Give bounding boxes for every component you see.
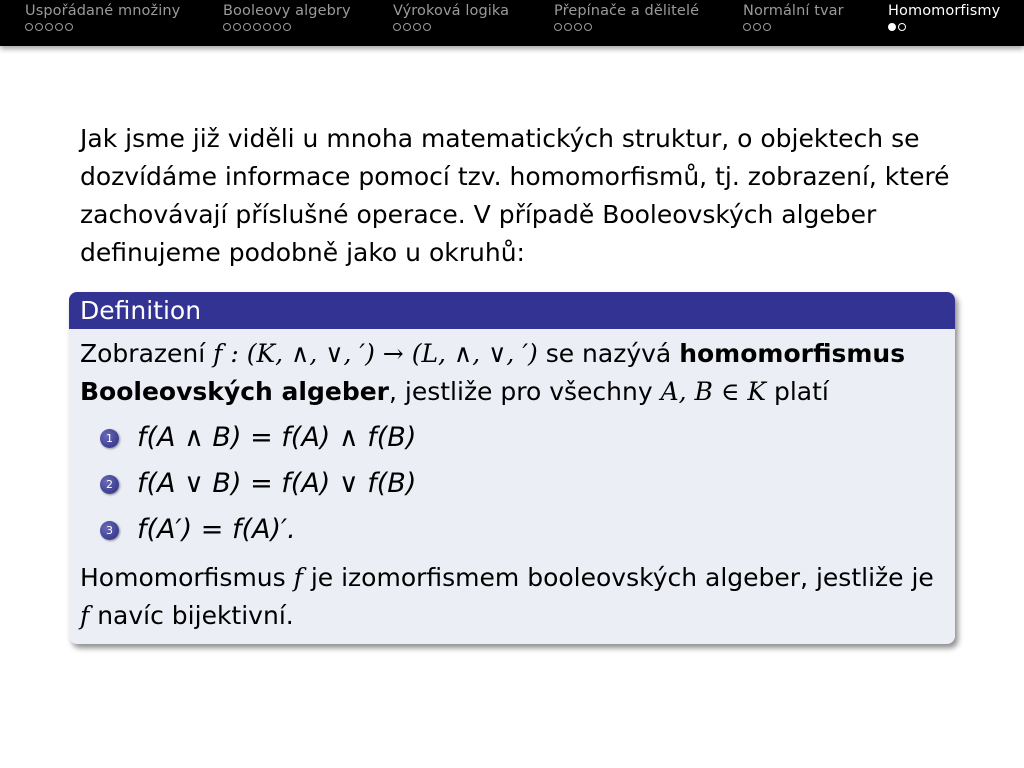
nav-section-label[interactable]: Booleovy algebry: [223, 3, 351, 19]
condition-formula: f(A ∨ B) = f(A) ∨ f(B): [137, 468, 417, 499]
slide-dot[interactable]: [55, 23, 63, 31]
slide-dot[interactable]: [574, 23, 582, 31]
tail-text: Homomorfismus: [80, 563, 294, 592]
slide-dot[interactable]: [413, 23, 421, 31]
item-number-badge: 2: [100, 475, 119, 494]
slide-dot[interactable]: [273, 23, 281, 31]
slide-dot[interactable]: [888, 23, 896, 31]
slide-dot[interactable]: [253, 23, 261, 31]
quantifier-formula: A, B ∈ K: [660, 377, 767, 406]
nav-section-homomorfismy[interactable]: [888, 3, 1000, 32]
slide-dot[interactable]: [743, 23, 751, 31]
nav-slide-dots: [223, 22, 351, 32]
nav-section-label[interactable]: Výroková logika: [393, 3, 510, 19]
slide-dot[interactable]: [898, 23, 906, 31]
slide-dot[interactable]: [403, 23, 411, 31]
function-symbol: f: [293, 563, 303, 592]
slide-dot[interactable]: [25, 23, 33, 31]
function-symbol: f: [80, 601, 90, 630]
condition-item: [80, 415, 944, 461]
nav-section-label[interactable]: Normální tvar: [743, 3, 844, 19]
nav-section-label[interactable]: Uspořádané množiny: [25, 3, 181, 19]
slide-dot[interactable]: [45, 23, 53, 31]
definition-title: Definition: [69, 292, 955, 329]
nav-slide-dots: [393, 22, 509, 32]
condition-formula: f(A′) = f(A)′.: [137, 514, 296, 545]
nav-section-prepinace-a-delitele[interactable]: [554, 3, 699, 32]
navigation-bar: [0, 0, 1024, 46]
nav-slide-dots: [25, 22, 180, 32]
nav-section-booleovy-algebry[interactable]: [223, 3, 351, 32]
tail-text: navíc bijektivní.: [89, 601, 294, 630]
nav-section-usporadane-mnoziny[interactable]: [25, 3, 180, 32]
slide-dot[interactable]: [35, 23, 43, 31]
slide-dot[interactable]: [263, 23, 271, 31]
slide-dot[interactable]: [233, 23, 241, 31]
item-number-badge: 1: [100, 429, 119, 448]
slide-dot[interactable]: [223, 23, 231, 31]
nav-section-label[interactable]: Homomorfismy: [888, 3, 1001, 19]
slide-dot[interactable]: [584, 23, 592, 31]
slide-dot[interactable]: [283, 23, 291, 31]
slide-dot[interactable]: [564, 23, 572, 31]
lead-text: se nazývá: [537, 339, 680, 368]
slide-dot[interactable]: [753, 23, 761, 31]
definition-body: [69, 329, 955, 635]
slide-dot[interactable]: [554, 23, 562, 31]
definition-lead: [80, 335, 944, 411]
mapping-formula: f : (K, ∧, ∨, ′) → (L, ∧, ∨, ′): [213, 339, 538, 368]
lead-text: , jestliže pro všechny: [389, 377, 661, 406]
nav-section-vyrokova-logika[interactable]: [393, 3, 509, 32]
nav-slide-dots: [554, 22, 699, 32]
slide-dot[interactable]: [423, 23, 431, 31]
definition-tail: [80, 559, 944, 635]
item-number-badge: 3: [100, 521, 119, 540]
condition-list: [80, 415, 944, 553]
lead-text: platí: [766, 377, 829, 406]
nav-slide-dots: [888, 22, 1000, 32]
nav-section-label[interactable]: Přepínače a dělitelé: [554, 3, 700, 19]
slide-dot[interactable]: [243, 23, 251, 31]
slide-dot[interactable]: [393, 23, 401, 31]
slide-dot[interactable]: [65, 23, 73, 31]
condition-item: [80, 461, 944, 507]
definition-block: [69, 292, 955, 644]
tail-text: je izomorfismem booleovských algeber, jestliže je: [302, 563, 934, 592]
lead-text: Zobrazení: [80, 339, 214, 368]
slide-dot[interactable]: [763, 23, 771, 31]
condition-formula: f(A ∧ B) = f(A) ∧ f(B): [137, 422, 417, 453]
condition-item: [80, 507, 944, 553]
nav-section-normalni-tvar[interactable]: [743, 3, 844, 32]
nav-slide-dots: [743, 22, 844, 32]
intro-paragraph: Jak jsme již viděli u mnoha matematických struktur, o objektech se dozvídáme informace pomocí tzv. homomorfismů, tj. zobrazení, které zachovávají příslušné operace. V případě Booleovských algeber definujeme podobně jako u okruhů:: [80, 124, 950, 267]
defined-term: homomorfismus Booleovských algeber: [80, 339, 906, 406]
